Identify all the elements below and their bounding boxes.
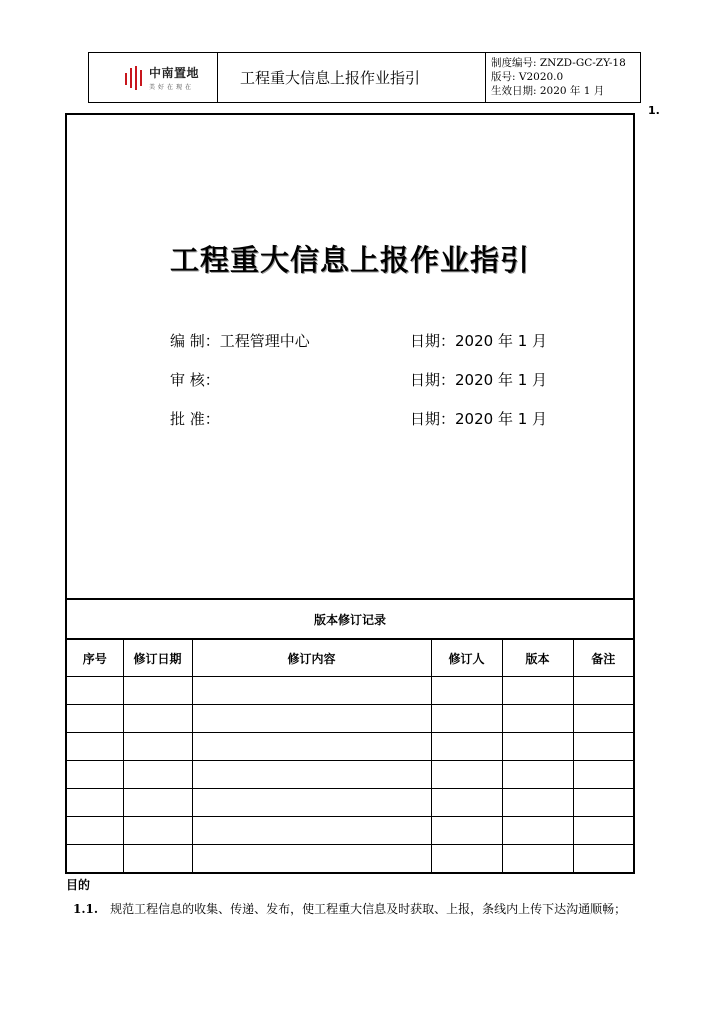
table-row [67, 733, 633, 761]
cover-row-approve [170, 408, 548, 429]
cover-row-label: 批 准： [170, 410, 220, 428]
column-header: 修订内容 [192, 640, 431, 677]
doc-effective-date: 生效日期: 2020 年 1 月 [491, 85, 605, 97]
logo-cell [89, 53, 218, 102]
section-item [73, 900, 626, 917]
table-row [67, 789, 633, 817]
table-row [67, 817, 633, 845]
column-header: 修订日期 [123, 640, 192, 677]
revision-caption: 版本修订记录 [67, 600, 633, 639]
table-row [67, 761, 633, 789]
logo-slogan: 美好在现在 [149, 84, 195, 91]
cover-row-label: 编 制：工程管理中心 [170, 332, 310, 350]
table-row [67, 845, 633, 873]
cover-row-review [170, 369, 548, 390]
cover-row-compile [170, 330, 548, 351]
page-marker: 1. [648, 104, 660, 117]
section-heading: 目的 [66, 878, 91, 892]
item-number: 1.1. [73, 902, 99, 916]
doc-code: 制度编号: ZNZD-GC-ZY-18 [491, 57, 626, 69]
company-logo-icon [125, 66, 145, 90]
column-header: 修订人 [431, 640, 502, 677]
table-header-row [67, 640, 633, 677]
column-header: 版本 [502, 640, 573, 677]
column-header: 序号 [67, 640, 123, 677]
cover-row-label: 审 核： [170, 371, 220, 389]
header-title: 工程重大信息上报作业指引 [218, 53, 486, 102]
table-row [67, 705, 633, 733]
cover-row-date: 日期：2020 年 1 月 [410, 410, 548, 428]
header-meta [486, 53, 640, 102]
cover-title: 工程重大信息上报作业指引 [169, 243, 530, 277]
revision-record [65, 598, 635, 874]
column-header: 备注 [573, 640, 633, 677]
cover-box [65, 113, 635, 598]
table-row [67, 677, 633, 705]
cover-row-date: 日期：2020 年 1 月 [410, 371, 548, 389]
cover-row-date: 日期：2020 年 1 月 [410, 332, 548, 350]
doc-version: 版号: V2020.0 [491, 71, 564, 83]
document-header [88, 52, 641, 103]
logo-name: 中南置地 [149, 66, 200, 80]
item-text: 规范工程信息的收集、传递、发布，使工程重大信息及时获取、上报，条线内上传下达沟通顺畅； [110, 902, 627, 916]
revision-table [67, 639, 633, 872]
